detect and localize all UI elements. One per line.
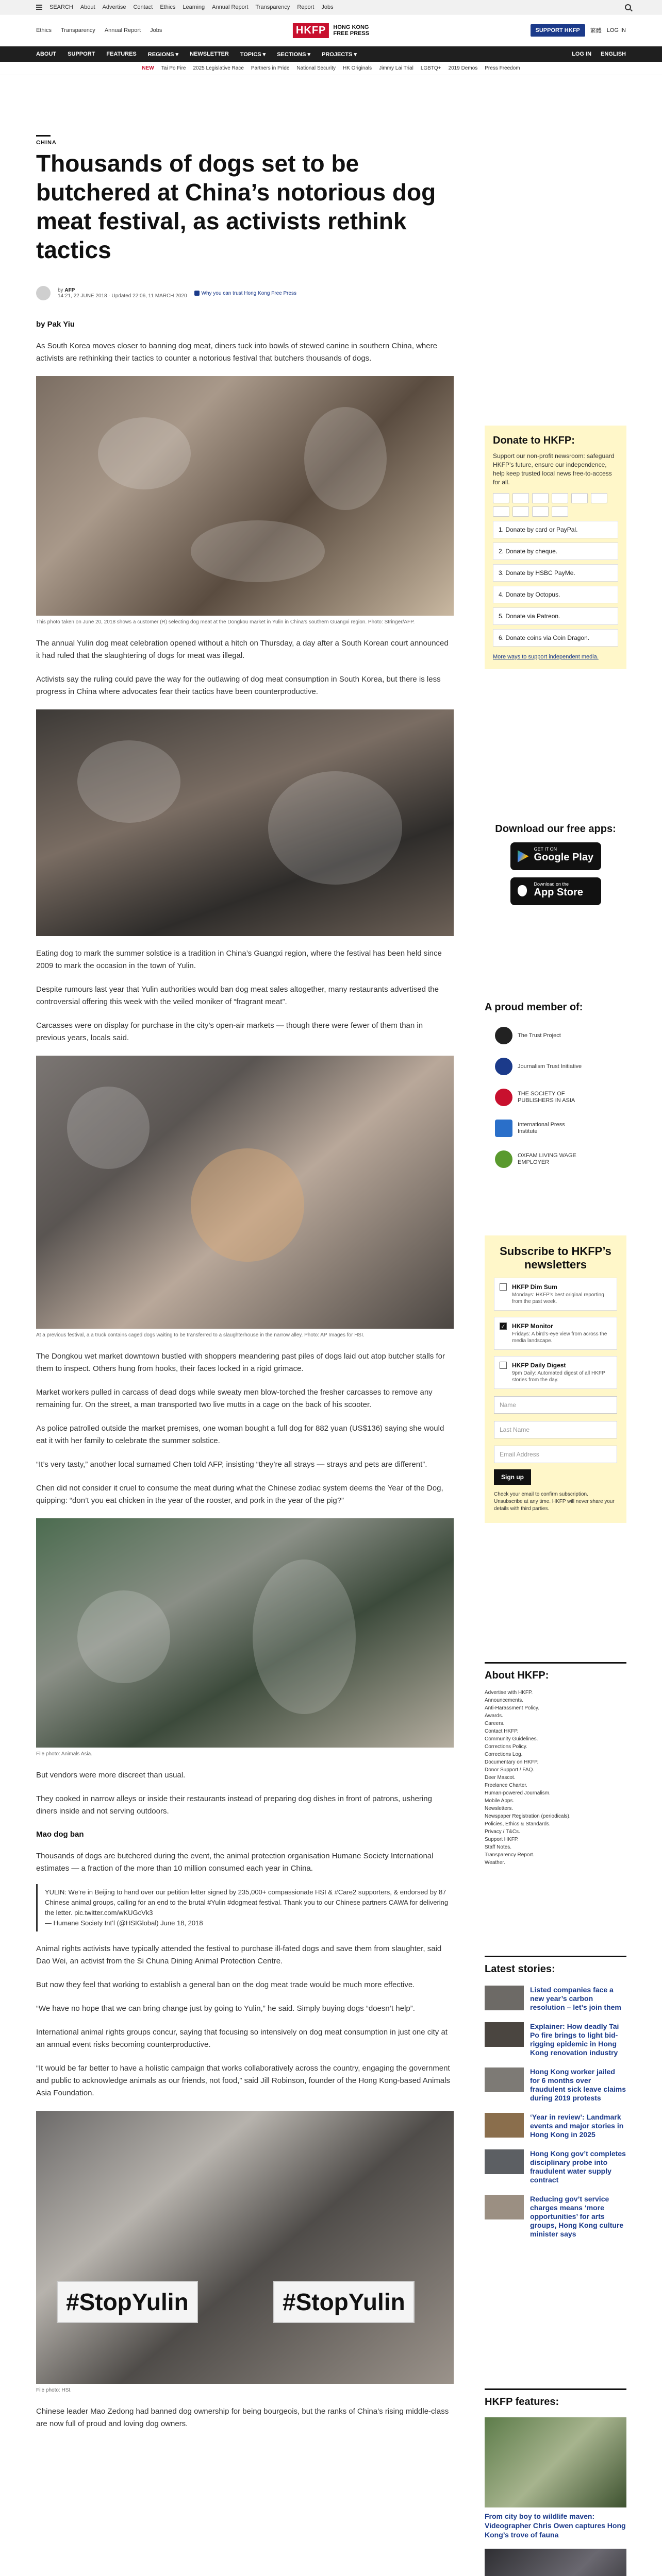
about-box [485, 1662, 626, 1867]
published-date: 14:21, 22 JUNE 2018 [58, 293, 107, 299]
paragraph: As police patrolled outside the market premises, one woman bought a full dog for 882 yuan (US$136) saying she would eat it with her family to celebrate the summer solstice. [36, 1424, 444, 1445]
member-oxfam[interactable] [485, 1150, 626, 1168]
app-store-button[interactable] [510, 877, 601, 905]
apple-icon [518, 885, 527, 896]
trending-item[interactable]: 2025 Legislative Race [193, 65, 244, 71]
mastercard-icon [512, 493, 529, 503]
nav-newsletter[interactable]: NEWSLETTER [190, 50, 229, 57]
paragraph: Carcasses were on display for purchase in the city’s open-air markets — though there were fewer of them than in previous years, locals said. [36, 1021, 423, 1042]
name-field[interactable]: Name [494, 1396, 617, 1414]
newsletter-option-monitor[interactable] [494, 1317, 617, 1350]
photo-caption: File photo: Animals Asia. [36, 1751, 92, 1757]
unionpay-icon [493, 506, 509, 517]
about-link[interactable]: Newsletters. [485, 1806, 514, 1811]
paragraph: But vendors were more discreet than usual. [36, 1771, 186, 1780]
paragraph: International animal rights groups concur, saying that focusing so intensively on dog meat consumption in just one city at an annual event risks becoming counterproductive. [36, 2028, 448, 2049]
story-title: Explainer: How deadly Tai Po fire brings to light bid-rigging epidemic in Hong Kong renovation industry [530, 2022, 619, 2057]
util-link-jobs[interactable]: Jobs [321, 4, 334, 10]
jti-icon [495, 1058, 512, 1075]
member-ipi[interactable] [485, 1120, 626, 1137]
protest-sign: #StopYulin [273, 2281, 415, 2323]
about-link[interactable]: Donor Support / FAQ. [485, 1767, 535, 1773]
trending-item[interactable]: HK Originals [342, 65, 372, 71]
paragraph: Chinese leader Mao Zedong had banned dog ownership for being bourgeois, but the ranks of China’s rising middle-class are now full of proud and loving dog owners. [36, 2407, 449, 2428]
story-thumbnail [485, 2022, 524, 2047]
about-link[interactable]: Corrections Log. [485, 1752, 523, 1757]
embedded-tweet[interactable] [36, 1884, 454, 1931]
member-jti[interactable] [485, 1058, 626, 1075]
search-icon[interactable] [625, 4, 631, 10]
paragraph: “It’s very tasty,” another local surnamed Chen told AFP, insisting “they’re all strays — strays and pets are different”. [36, 1460, 427, 1469]
paragraph: “We have no hope that we can bring change just by going to Yulin,” he said. Simply buying dogs “doesn’t help”. [36, 2004, 415, 2013]
article-photo-market [36, 376, 454, 616]
newsletter-option-title: HKFP Monitor [512, 1323, 553, 1330]
main-nav [0, 46, 662, 62]
trending-item[interactable]: Partners in Pride [251, 65, 290, 71]
email-field[interactable]: Email Address [494, 1446, 617, 1463]
photo-caption: At a previous festival, a a truck contains caged dogs waiting to be transferred to a slaughterhouse in the narrow alley. Photo: AP Images for HSI. [36, 1332, 365, 1338]
member-name: OXFAM LIVING WAGE EMPLOYER [518, 1153, 576, 1165]
utility-bar [0, 0, 662, 14]
logo-mark: HKFP [293, 23, 329, 38]
donate-more-link[interactable]: More ways to support independent media. [493, 654, 599, 660]
photo-caption: This photo taken on June 20, 2018 shows a customer (R) selecting dog meat at the Dongkou market in Yulin in China’s southern Guangxi region. Photo: Stringer/AFP. [36, 619, 415, 625]
member-name: THE SOCIETY OF PUBLISHERS IN ASIA [518, 1091, 575, 1104]
ipi-icon [495, 1120, 512, 1137]
article-headline: Thousands of dogs set to be butchered at China’s notorious dog meat festival, as activists rethink tactics [36, 150, 436, 263]
util-link-transparency[interactable]: Transparency [255, 4, 290, 10]
about-title: About HKFP: [485, 1670, 549, 1681]
donate-title: Donate to HKFP: [493, 435, 575, 446]
nav-language[interactable]: ENGLISH [601, 51, 626, 57]
story-thumbnail [485, 2113, 524, 2138]
jcb-icon [512, 506, 529, 517]
article-photo-animals-asia [36, 1518, 454, 1748]
nav-login[interactable]: LOG IN [572, 51, 592, 57]
features-title: HKFP features: [485, 2396, 559, 2408]
feature-story[interactable] [485, 2417, 626, 2539]
trending-item[interactable]: Tai Po Fire [161, 65, 186, 71]
about-link[interactable]: Policies, Ethics & Standards. [485, 1821, 551, 1827]
donate-box [485, 426, 626, 669]
article-category[interactable]: CHINA [36, 140, 57, 146]
language-toggle[interactable]: 繁體 [590, 28, 602, 34]
newsletter-checkbox[interactable] [500, 1283, 507, 1291]
newsletter-option-desc: Mondays: HKFP’s best original reporting from the past week. [512, 1292, 604, 1304]
util-link-advertise[interactable]: Advertise [102, 4, 126, 10]
about-link[interactable]: Human-powered Journalism. [485, 1790, 551, 1796]
about-link[interactable]: Staff Notes. [485, 1844, 512, 1850]
about-link[interactable]: Freelance Charter. [485, 1783, 527, 1788]
trending-item[interactable]: 2019 Demos [448, 65, 478, 71]
about-link[interactable]: Support HKFP. [485, 1837, 519, 1842]
features-rule [485, 2388, 626, 2390]
donate-option-patreon[interactable]: 5. Donate via Patreon. [493, 607, 618, 625]
paragraph: Market workers pulled in carcass of dead dogs while sweaty men blow-torched the fresher carcasses to remove any remaining fur. On the street, a man transported two live mutts in a cage on the back of his scooter. [36, 1388, 433, 1409]
latest-story[interactable] [485, 2067, 626, 2103]
nav-support[interactable]: SUPPORT [68, 50, 95, 57]
about-link[interactable]: Mobile Apps. [485, 1798, 515, 1804]
trending-new-label: NEW [142, 65, 154, 71]
category-rule [36, 135, 51, 137]
updated-date: Updated 22:06, 11 MARCH 2020 [111, 293, 187, 299]
nav-sections[interactable]: SECTIONS ▾ [277, 51, 310, 58]
nav-features[interactable]: FEATURES [106, 50, 137, 57]
story-thumbnail [485, 1986, 524, 2010]
trending-bar [0, 62, 662, 75]
article-photo-caged-dogs [36, 1056, 454, 1329]
member-name: Journalism Trust Initiative [518, 1063, 582, 1070]
latest-story[interactable] [485, 1986, 626, 2012]
brand-header [0, 14, 662, 46]
logo-text [333, 24, 369, 37]
about-link[interactable]: Transparency Report. [485, 1852, 535, 1858]
trending-item[interactable]: Press Freedom [485, 65, 520, 71]
latest-story[interactable] [485, 2149, 626, 2184]
newsletter-note: Check your email to confirm subscription. Unsubscribe at any time. HKFP will never share your details with third parties. [494, 1492, 615, 1512]
paragraph: Animal rights activists have typically attended the festival to purchase ill-fated dogs and save them from slaughter, said Dao Wei, an activist from the Si Chuna Dining Animal Protection Centre. [36, 1944, 442, 1965]
story-thumbnail [485, 2195, 524, 2219]
member-name: International Press Institute [518, 1122, 565, 1134]
latest-box [485, 1956, 626, 2239]
about-rule [485, 1662, 626, 1664]
article-photo-restaurant [36, 709, 454, 936]
util-link-contact[interactable]: Contact [133, 4, 153, 10]
article-author: by Pak Yiu [36, 320, 75, 329]
about-link[interactable]: Weather. [485, 1860, 505, 1866]
google-play-icon [518, 850, 529, 862]
article-photo-stopyulin [36, 2111, 454, 2384]
byline [36, 286, 454, 300]
tweet-author: — Humane Society Int’l (@HSIGlobal) June 18, 2018 [45, 1919, 203, 1927]
applepay-icon [571, 493, 588, 503]
newsletter-checkbox[interactable]: ✓ [500, 1323, 507, 1330]
member-title: A proud member of: [485, 1002, 583, 1013]
apps-box [485, 823, 626, 905]
about-link[interactable]: Deer Mascot. [485, 1775, 516, 1781]
story-thumbnail [485, 2067, 524, 2092]
trending-item[interactable]: National Security [296, 65, 336, 71]
paragraph: The Dongkou wet market downtown bustled with shoppers meandering past piles of dogs laid out atop butcher stalls for them to inspect. Others hung from hooks, their faces locked in a rigid grimace. [36, 1352, 445, 1373]
visa-icon [493, 493, 509, 503]
newsletter-title: Subscribe to HKFP’s newsletters [500, 1245, 611, 1271]
member-trust-project[interactable] [485, 1027, 626, 1044]
google-play-button[interactable] [510, 842, 601, 870]
util-link-report[interactable]: Report [297, 4, 315, 10]
util-link-annual-report[interactable]: Annual Report [212, 4, 249, 10]
about-link[interactable]: Contact HKFP. [485, 1728, 519, 1734]
newsletter-option-digest[interactable] [494, 1356, 617, 1389]
member-box [485, 1002, 626, 1168]
donate-option-cheque[interactable]: 2. Donate by cheque. [493, 543, 618, 560]
nav-projects[interactable]: PROJECTS ▾ [322, 51, 357, 58]
google-play-small: GET IT ON [534, 846, 557, 852]
brand-link-annual-report[interactable]: Annual Report [104, 27, 141, 33]
newsletter-option-desc: 9pm Daily: Automated digest of all HKFP stories from the day. [512, 1370, 605, 1383]
brand-link-jobs[interactable]: Jobs [150, 27, 162, 33]
about-link[interactable]: Announcements. [485, 1698, 524, 1703]
trust-icon [194, 291, 200, 296]
payment-methods [493, 493, 618, 517]
nav-about[interactable]: ABOUT [36, 50, 57, 57]
paragraph: Despite rumours last year that Yulin authorities would ban dog meat sales altogether, many restaurants advertised the controversial offering this week with the veiled moniker of “fragrant meat”. [36, 985, 439, 1006]
newsletter-option-title: HKFP Daily Digest [512, 1362, 566, 1369]
util-link-ethics[interactable]: Ethics [160, 4, 176, 10]
newsletter-option-dimsum[interactable] [494, 1278, 617, 1311]
sopa-icon [495, 1089, 512, 1106]
googlepay-icon [591, 493, 607, 503]
donate-option-octopus[interactable]: 4. Donate by Octopus. [493, 586, 618, 603]
paragraph: As South Korea moves closer to banning dog meat, diners tuck into bowls of stewed canine in southern China, where activists are rethinking their tactics to counter a notorious festival that butchers thousands of dogs. [36, 342, 437, 363]
paragraph: Thousands of dogs are butchered during the event, the animal protection organisation Humane Society International estimates — a fraction of the more than 10 million consumed each year in China. [36, 1852, 434, 1873]
apps-title: Download our free apps: [495, 823, 616, 835]
newsletter-checkbox[interactable] [500, 1362, 507, 1369]
about-links [485, 1689, 626, 1867]
protest-sign: #StopYulin [57, 2281, 198, 2323]
paragraph: Activists say the ruling could pave the way for the outlawing of dog meat consumption in South Korea, but there is less progress in China where advocates fear their tactics have been counterproductive. [36, 675, 441, 696]
story-title: ‘Year in review’: Landmark events and major stories in Hong Kong in 2025 [530, 2113, 624, 2139]
latest-story[interactable] [485, 2022, 626, 2057]
tweet-text: YULIN: We’re in Beijing to hand over our petition letter signed by 235,000+ compassionate HSI & #Care2 supporters, & endorsed by 87 Chinese animal groups, calling for an end to the brutal #Yulin #dogmeat festival. Thank you to our Chinese partners CAWA for delivering the letter. pic.twitter.com/wKUGcVk3 [45, 1888, 449, 1917]
brand-link-ethics[interactable]: Ethics [36, 27, 52, 33]
about-link[interactable]: Advertise with HKFP. [485, 1690, 533, 1696]
feature-image [485, 2549, 626, 2576]
paypal-icon [552, 493, 568, 503]
donate-option-payme[interactable]: 3. Donate by HSBC PayMe. [493, 564, 618, 582]
article [36, 135, 454, 2430]
hkfp-logo[interactable] [293, 23, 369, 38]
newsletter-box [485, 1235, 626, 1523]
author-avatar [36, 286, 51, 300]
newsletter-option-desc: Fridays: A bird’s-eye view from across the media landscape. [512, 1331, 607, 1344]
search-link[interactable]: SEARCH [49, 4, 73, 10]
member-sopa[interactable] [485, 1089, 626, 1106]
logo-line-2: FREE PRESS [333, 30, 370, 37]
amex-icon [532, 493, 549, 503]
app-store-small: Download on the [534, 882, 569, 887]
feature-story[interactable] [485, 2549, 626, 2576]
article-subheading: Mao dog ban [36, 1830, 84, 1839]
latest-title: Latest stories: [485, 1963, 555, 1975]
paragraph: The annual Yulin dog meat celebration opened without a hitch on Thursday, a day after a South Korean court announced it had ruled that the slaughtering of dogs for meat was illegal. [36, 639, 449, 660]
trending-item[interactable]: Jimmy Lai Trial [379, 65, 413, 71]
util-link-learning[interactable]: Learning [183, 4, 205, 10]
trending-item[interactable]: LGBTQ+ [420, 65, 441, 71]
google-play-big: Google Play [534, 852, 594, 863]
latest-story[interactable] [485, 2113, 626, 2139]
donate-text: Support our non-profit newsroom: safeguard HKFP’s future, ensure our independence, help keep trusted local news free-to-access for all. [493, 452, 615, 486]
about-link[interactable]: Documentary on HKFP. [485, 1759, 539, 1765]
app-store-big: App Store [534, 887, 584, 898]
last-name-field[interactable]: Last Name [494, 1421, 617, 1438]
member-name: The Trust Project [518, 1032, 561, 1039]
menu-icon[interactable] [36, 5, 42, 10]
story-title: Reducing gov’t service charges means ‘more opportunities’ for arts groups, Hong Kong culture minister says [530, 2195, 624, 2238]
nav-topics[interactable]: TOPICS ▾ [240, 51, 266, 58]
oxfam-icon [495, 1150, 512, 1168]
paragraph: Chen did not consider it cruel to consume the meat during what the Chinese zodiac system deems the Year of the Dog, quipping: “don’t you eat chicken in the year of the rooster, and pork in the year of the pig?” [36, 1484, 443, 1505]
paragraph: Eating dog to mark the summer solstice is a tradition in China’s Guangxi region, where the festival has been held since 2009 to mark the occasion in the town of Yulin. [36, 949, 442, 970]
trust-project-icon [495, 1027, 512, 1044]
features-box [485, 2388, 626, 2576]
about-link[interactable]: Newspaper Registration (periodicals). [485, 1814, 571, 1819]
alipay-icon [532, 506, 549, 517]
util-link-about[interactable]: About [80, 4, 95, 10]
story-thumbnail [485, 2149, 524, 2174]
about-link[interactable]: Anti-Harassment Policy. [485, 1705, 539, 1711]
paragraph: But now they feel that working to establish a general ban on the dog meat trade would be much more effective. [36, 1980, 415, 1989]
trust-link[interactable] [194, 291, 297, 296]
donate-option-coin[interactable]: 6. Donate coins via Coin Dragon. [493, 629, 618, 647]
latest-story[interactable] [485, 2195, 626, 2239]
story-title: Listed companies face a new year’s carbon resolution – let’s join them [530, 1986, 621, 2011]
brand-link-transparency[interactable]: Transparency [60, 27, 95, 33]
donate-option-card[interactable]: 1. Donate by card or PayPal. [493, 521, 618, 538]
paragraph: They cooked in narrow alleys or inside their restaurants instead of preparing dog dishes in front of patrons, ushering diners inside and not serving outdoors. [36, 1794, 432, 1816]
about-link[interactable]: Careers. [485, 1721, 505, 1726]
support-hkfp-button[interactable]: SUPPORT HKFP [531, 24, 585, 37]
trust-link-label: Why you can trust Hong Kong Free Press [201, 290, 297, 296]
paragraph: “It would be far better to have a holistic campaign that works collaboratively across the country, engaging the government and public to acknowledge animals as our friends, not food,” said Jill Robinson, founder of the Hong Kong-based Animals Asia Foundation. [36, 2064, 450, 2097]
about-link[interactable]: Community Guidelines. [485, 1736, 538, 1742]
feature-image [485, 2417, 626, 2507]
nav-regions[interactable]: REGIONS ▾ [147, 51, 179, 58]
story-title: Hong Kong gov’t completes disciplinary probe into fraudulent water supply contract [530, 2149, 626, 2184]
logo-line-1: HONG KONG [333, 24, 369, 30]
latest-rule [485, 1956, 626, 1957]
about-link[interactable]: Privacy / T&Cs. [485, 1829, 520, 1835]
about-link[interactable]: Awards. [485, 1713, 503, 1719]
wechat-icon [552, 506, 568, 517]
photo-caption: File photo: HSI. [36, 2387, 72, 2393]
byline-meta: by AFP 14:21, 22 JUNE 2018 · Updated 22:06, 11 MARCH 2020 [58, 287, 187, 299]
newsletter-option-title: HKFP Dim Sum [512, 1283, 557, 1291]
about-link[interactable]: Corrections Policy. [485, 1744, 527, 1750]
signup-button[interactable]: Sign up [494, 1469, 531, 1485]
story-title: Hong Kong worker jailed for 6 months over fraudulent sick leave claims during 2019 protests [530, 2067, 626, 2102]
login-link[interactable]: LOG IN [606, 27, 626, 33]
byline-agency[interactable]: AFP [64, 287, 75, 293]
feature-title: From city boy to wildlife maven: Videographer Chris Owen captures Hong Kong’s trove of fauna [485, 2512, 626, 2539]
